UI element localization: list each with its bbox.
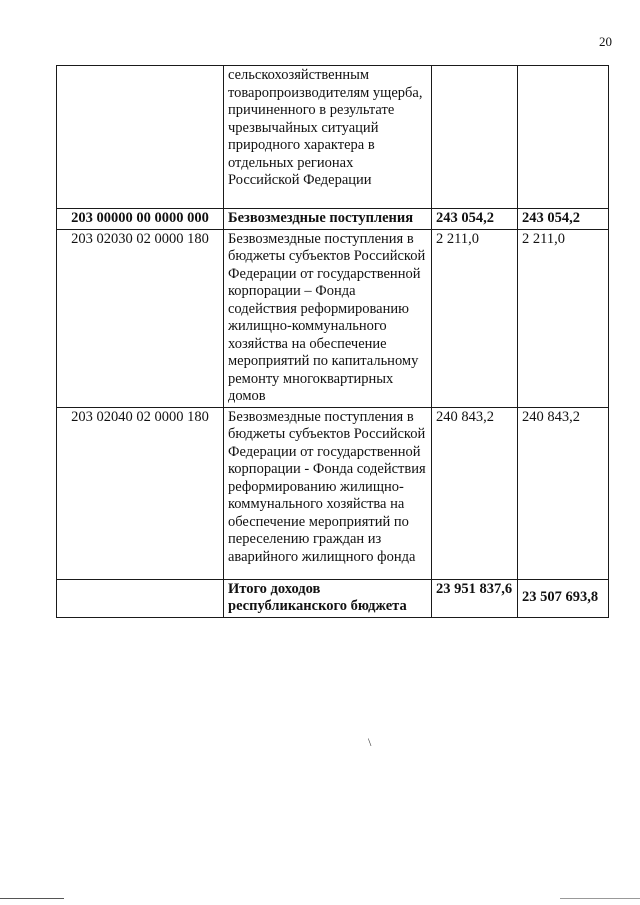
table-row: [57, 407, 609, 579]
code-cell: 203 02030 02 0000 180: [57, 229, 224, 407]
amount-cell: 240 843,2: [518, 407, 609, 579]
scan-mark: \: [368, 735, 372, 749]
table-row: [57, 209, 609, 230]
code-cell: [57, 579, 224, 617]
amount-cell: [518, 66, 609, 209]
amount-cell: 243 054,2: [432, 209, 518, 230]
name-cell: Безвозмездные поступления: [224, 209, 432, 230]
amount-cell: 2 211,0: [432, 229, 518, 407]
amount-cell: [432, 66, 518, 209]
budget-revenue-table: [56, 65, 609, 618]
code-cell: 203 00000 00 0000 000: [57, 209, 224, 230]
name-cell: сельскохозяйственным товаропроизводителям ущерба, причиненного в результате чрезвычайных ситуаций природного характера в отдельных регионах Российской Федерации: [224, 66, 432, 209]
amount-cell: 243 054,2: [518, 209, 609, 230]
table-row: [57, 66, 609, 209]
code-cell: 203 02040 02 0000 180: [57, 407, 224, 579]
page-number: 20: [599, 34, 612, 49]
amount-cell: 2 211,0: [518, 229, 609, 407]
amount-cell: 23 951 837,6: [432, 579, 518, 617]
name-cell: Безвозмездные поступления в бюджеты субъектов Российской Федерации от государственной корпорации – Фонда содействия реформированию жилищно-коммунального хозяйства на обеспечение мероприятий по капитальному ремонту многоквартирных домов: [224, 229, 432, 407]
code-cell: [57, 66, 224, 209]
name-cell: Итого доходов республиканского бюджета: [224, 579, 432, 617]
amount-cell: 23 507 693,8: [518, 579, 609, 617]
scan-edge-line: [560, 898, 640, 899]
table-row-grand-total: [57, 579, 609, 617]
table-row: [57, 229, 609, 407]
scan-edge-line: [0, 898, 64, 899]
amount-cell: 240 843,2: [432, 407, 518, 579]
name-cell: Безвозмездные поступления в бюджеты субъектов Российской Федерации от государственной корпорации - Фонда содействия реформированию жилищно-коммунального хозяйства на обеспечение мероприятий по переселению граждан из аварийного жилищного фонда: [224, 407, 432, 579]
